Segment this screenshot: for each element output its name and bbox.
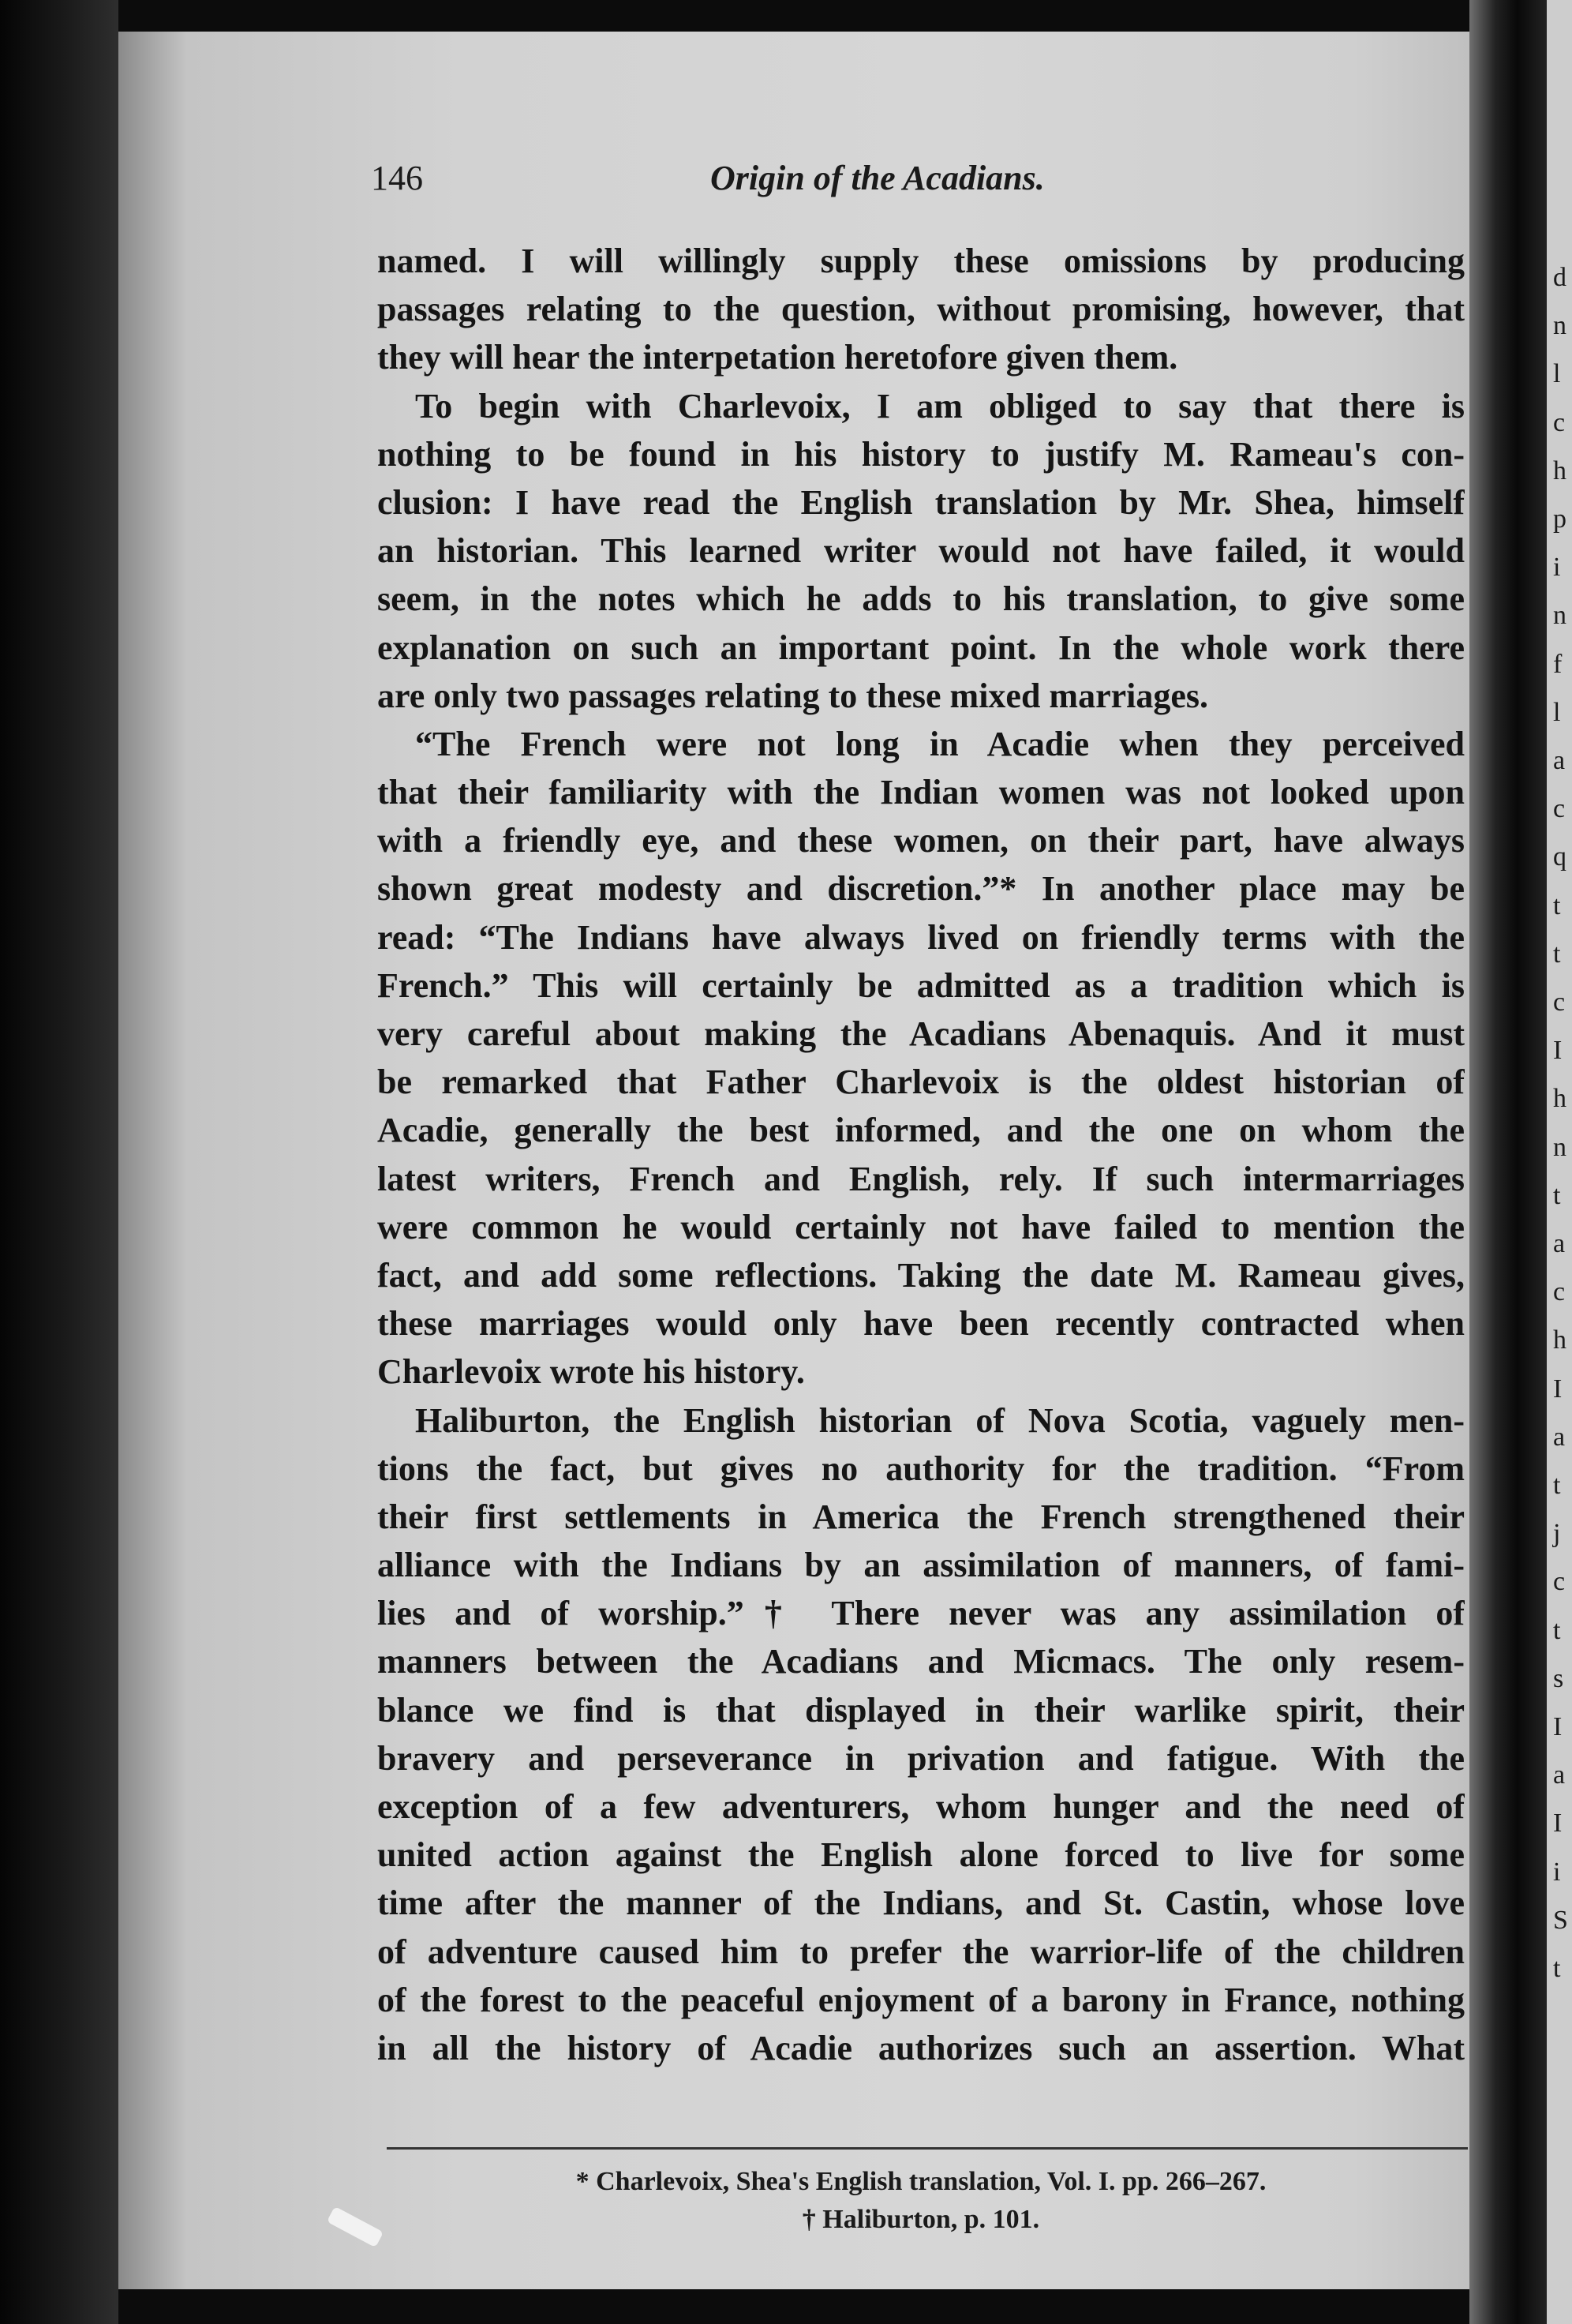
facing-page-letter: p [1553,504,1566,534]
text-line: latest writers, French and English, rely. If such intermarriages [377,1159,1465,1198]
text-line: bravery and perseverance in privation and fatigue. With the [377,1738,1465,1778]
text-line: an historian. This learned writer would not have failed, it would [377,531,1465,571]
facing-page-letter: n [1553,1132,1566,1162]
facing-page-letter: s [1553,1663,1564,1693]
facing-page-letter: n [1553,601,1566,631]
text-line: manners between the Acadians and Micmacs. The only resem- [377,1642,1465,1681]
facing-page-letter: t [1553,1615,1561,1645]
footnote-rule [387,2147,1468,2150]
text-line: of the forest to the peaceful enjoyment of a barony in France, nothing [377,1980,1465,2019]
footnotes [377,2163,1465,2239]
facing-page-letter: f [1553,649,1563,679]
facing-page-letter: c [1553,1567,1566,1597]
facing-page-letter: a [1553,1229,1566,1258]
text-line: with a friendly eye, and these women, on their part, have always [377,821,1465,860]
text-line: united action against the English alone forced to live for some [377,1835,1465,1875]
facing-page-letter: a [1553,1422,1566,1452]
text-line: clusion: I have read the English translation by Mr. Shea, himself [377,482,1465,522]
facing-page-letter: l [1553,359,1561,389]
text-line: To begin with Charlevoix, I am obliged to say that there is [415,386,1465,425]
text-line: alliance with the Indians by an assimilation of manners, of fami- [377,1546,1465,1585]
facing-page-letter: I [1553,1809,1563,1839]
text-line: in all the history of Acadie authorizes such an assertion. What [377,2028,1465,2067]
text-line: explanation on such an important point. In the whole work there [377,628,1465,667]
text-line: French.” This will certainly be admitted as a tradition which is [377,965,1465,1005]
facing-page-letter: c [1553,1277,1566,1307]
book-gutter [1469,0,1556,2324]
text-line: were common he would certainly not have failed to mention the [377,1207,1465,1246]
text-line: are only two passages relating to these mixed marriages. [377,676,1209,715]
page-number: 146 [371,159,423,197]
body-text [377,237,1465,2072]
text-line: their first settlements in America the French strengthened their [377,1497,1465,1536]
facing-page-letter: c [1553,407,1566,437]
text-line: fact, and add some reflections. Taking the date M. Rameau gives, [377,1255,1465,1295]
facing-page-letter: l [1553,697,1561,727]
footnote-haliburton: † Haliburton, p. 101. [802,2205,1040,2234]
running-head [371,158,1460,205]
text-line: time after the manner of the Indians, and St. Castin, whose love [377,1884,1465,1923]
text-line: read: “The Indians have always lived on friendly terms with the [377,917,1465,957]
facing-page-letter: t [1553,939,1561,969]
left-margin-shadow [0,0,118,2324]
text-line: be remarked that Father Charlevoix is the oldest historian of [377,1063,1465,1102]
text-line: tions the fact, but gives no authority for the tradition. “From [377,1449,1465,1488]
text-line: Acadie, generally the best informed, and the one on whom the [377,1111,1465,1150]
text-line: named. I will willingly supply these omissions by producing [377,242,1465,280]
facing-page-letter: t [1553,890,1561,920]
facing-page-letter: d [1553,263,1566,292]
text-line: lies and of worship.”† There never was any assimilation of [377,1594,1465,1633]
facing-page-letter: i [1553,553,1561,583]
text-line: nothing to be found in his history to justify M. Rameau's con- [377,434,1465,474]
text-line: seem, in the notes which he adds to his translation, to give some [377,579,1465,619]
text-line: Haliburton, the English historian of Nova Scotia, vaguely men- [415,1400,1465,1440]
text-line: they will hear the interpetation heretofore given them. [377,338,1178,377]
running-title: Origin of the Acadians. [710,159,1045,197]
facing-page-letter: h [1553,1325,1566,1355]
facing-page-letter: I [1553,1374,1563,1404]
text-line: blance we find is that displayed in their warlike spirit, their [377,1690,1465,1730]
facing-page-letter: a [1553,1760,1566,1790]
text-line: shown great modesty and discretion.”* In another place may be [377,869,1465,909]
facing-page-letter: I [1553,1036,1563,1066]
text-line: Charlevoix wrote his history. [377,1352,805,1392]
facing-page-letter: t [1553,1954,1561,1983]
footnote-charlevoix: * Charlevoix, Shea's English translation, Vol. I. pp. 266–267. [575,2167,1267,2196]
facing-page-letter: j [1553,1519,1561,1549]
text-line: “The French were not long in Acadie when they perceived [415,724,1465,763]
facing-page-letter: t [1553,1180,1561,1210]
facing-page-letter: h [1553,1084,1566,1114]
facing-page-letter: I [1553,1712,1563,1741]
facing-page-letter: c [1553,794,1566,824]
text-line: these marriages would only have been recently contracted when [377,1304,1465,1344]
facing-page-letter: q [1553,842,1566,872]
text-line: passages relating to the question, without promising, however, that [377,290,1465,329]
text-line: exception of a few adventurers, whom hunger and the need of [377,1787,1465,1826]
facing-page-letter: h [1553,455,1566,485]
facing-page-letter: a [1553,746,1566,775]
text-line: of adventure caused him to prefer the warrior-life of the children [377,1932,1465,1971]
facing-page-letter: n [1553,311,1566,341]
facing-page-letter: i [1553,1857,1561,1887]
facing-page-letter: S [1553,1905,1568,1935]
facing-page-letter: t [1553,1471,1561,1500]
text-line: very careful about making the Acadians Abenaquis. And it must [377,1014,1465,1053]
text-line: that their familiarity with the Indian women was not looked upon [377,773,1465,812]
facing-page-letter: c [1553,988,1566,1017]
